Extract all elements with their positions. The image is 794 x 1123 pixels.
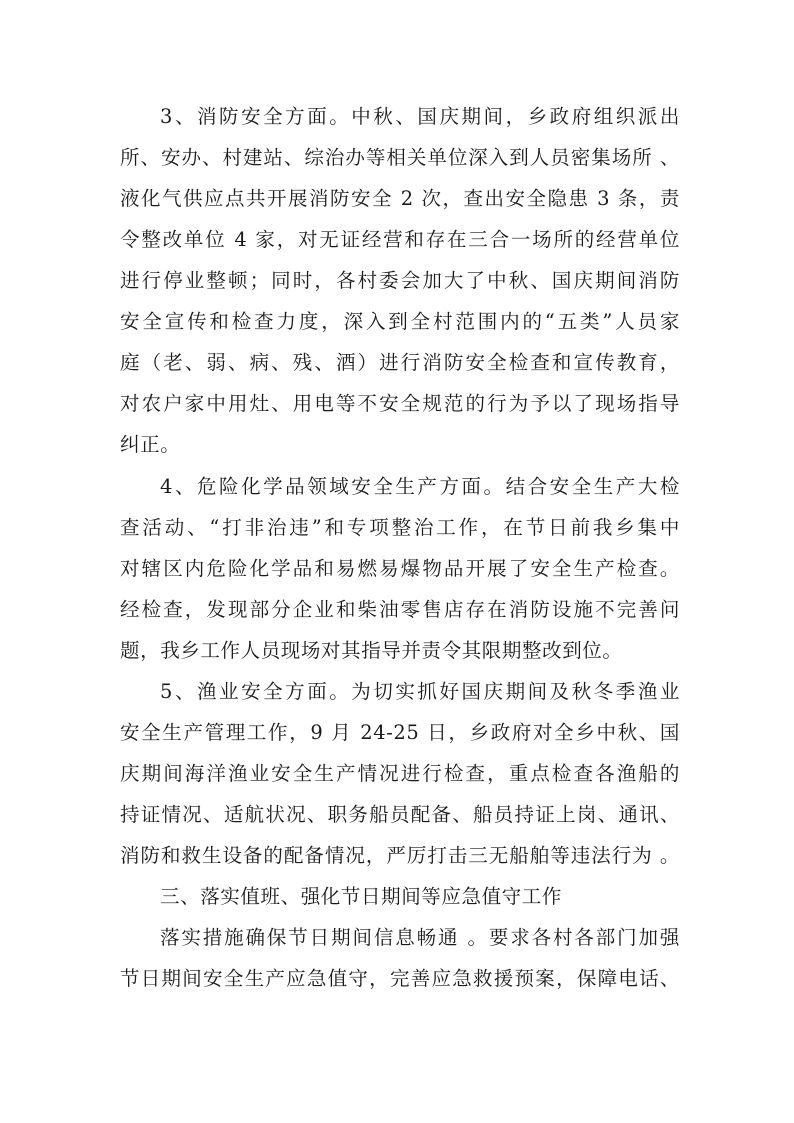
section-heading: 三、落实值班、强化节日期间等应急值守工作 <box>160 885 563 908</box>
paragraph-1-line-4: 令整改单位 4 家，对无证经营和存在三合一场所的经营单位 <box>120 228 680 251</box>
paragraph-2-line-1: 4、危险化学品领域安全生产方面。结合安全生产大检 <box>160 475 680 498</box>
paragraph-2-line-2: 查活动、“打非治违”和专项整治工作，在节日前我乡集中 <box>120 516 680 539</box>
paragraph-1-line-7: 庭（老、弱、病、残、酒）进行消防安全检查和宣传教育， <box>120 351 680 374</box>
paragraph-1-line-5: 进行停业整顿；同时，各村委会加大了中秋、国庆期间消防 <box>120 269 680 292</box>
paragraph-2-line-5: 题，我乡工作人员现场对其指导并责令其限期整改到位。 <box>120 639 623 662</box>
paragraph-1-line-1: 3、消防安全方面。中秋、国庆期间，乡政府组织派出 <box>160 105 680 128</box>
paragraph-3-line-4: 持证情况、适航状况、职务船员配备、船员持证上岗、通讯、 <box>120 803 680 826</box>
paragraph-5-line-1: 落实措施确保节日期间信息畅通 。要求各村各部门加强 <box>160 926 680 949</box>
paragraph-2-line-3: 对辖区内危险化学品和易燃易爆物品开展了安全生产检查。 <box>120 557 680 580</box>
paragraph-3-line-2: 安全生产管理工作，9 月 24-25 日，乡政府对全乡中秋、国 <box>120 721 680 744</box>
paragraph-3-line-5: 消防和救生设备的配备情况，严厉打击三无船舶等违法行为 。 <box>120 844 680 867</box>
paragraph-1-line-2: 所、安办、村建站、综治办等相关单位深入到人员密集场所 、 <box>120 146 680 169</box>
paragraph-5-line-2: 节日期间安全生产应急值守，完善应急救援预案，保障电话、 <box>120 967 680 990</box>
paragraph-3-line-1: 5、渔业安全方面。为切实抓好国庆期间及秋冬季渔业 <box>160 680 680 703</box>
paragraph-1-line-8: 对农户家中用灶、用电等不安全规范的行为予以了现场指导 <box>120 392 680 415</box>
paragraph-3-line-3: 庆期间海洋渔业安全生产情况进行检查，重点检查各渔船的 <box>120 762 680 785</box>
paragraph-1-line-6: 安全宣传和检查力度，深入到全村范围内的“五类”人员家 <box>120 310 680 333</box>
paragraph-1-line-3: 液化气供应点共开展消防安全 2 次，查出安全隐患 3 条，责 <box>120 187 680 210</box>
paragraph-2-line-4: 经检查，发现部分企业和柴油零售店存在消防设施不完善问 <box>120 598 680 621</box>
paragraph-1-line-9: 纠正。 <box>120 433 181 456</box>
